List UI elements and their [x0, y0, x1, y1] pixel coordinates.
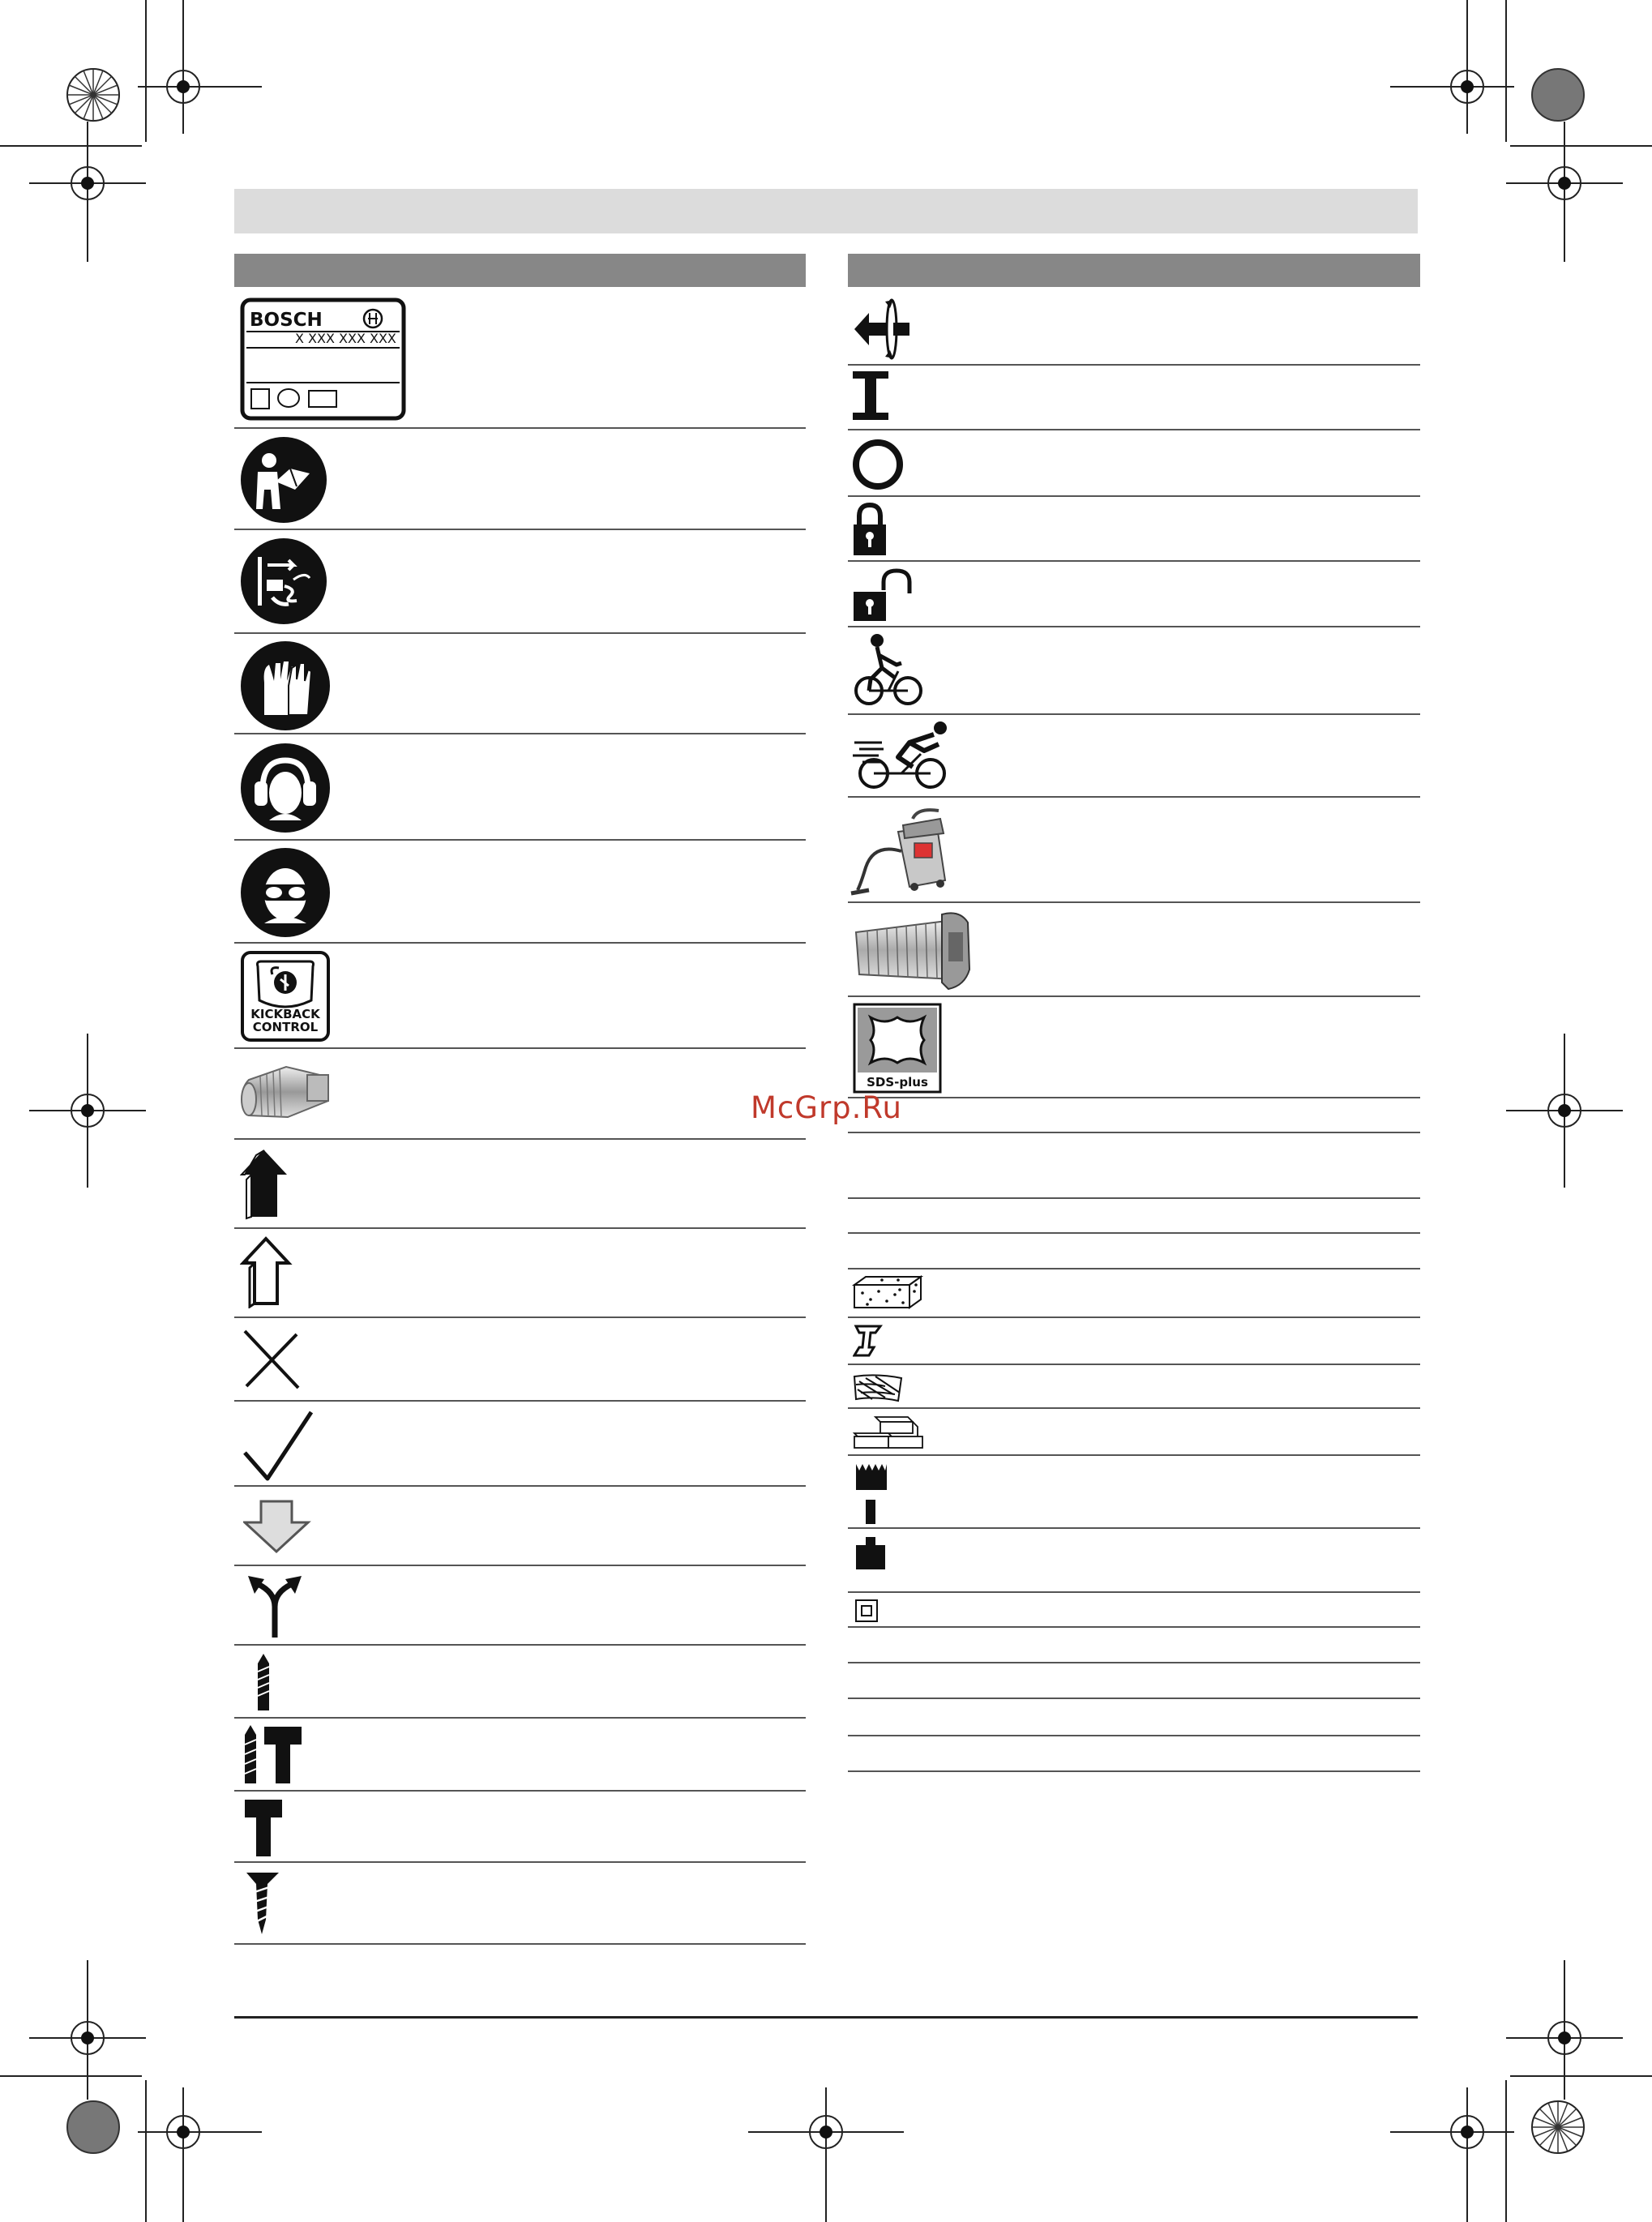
check-mark-icon: [240, 1409, 315, 1482]
nameplate-brand: BOSCH: [250, 310, 323, 331]
kickback-line1: KICKBACK: [250, 1007, 320, 1021]
nameplate-number: X XXX XXX XXX: [295, 331, 396, 346]
left-column-header: [234, 254, 806, 287]
eye-protection-icon: [240, 847, 331, 938]
unplug-before-service-icon: [240, 537, 327, 625]
cross-mark-icon: [240, 1326, 305, 1391]
wear-gloves-icon: [240, 640, 331, 731]
lock-open-icon: [851, 567, 916, 623]
nameplate-icon: [240, 298, 406, 421]
arrow-up-outline-icon: [240, 1235, 297, 1308]
material-masonry-icon: [851, 1414, 929, 1451]
material-tile-icon: [853, 1461, 890, 1526]
dust-extractor-icon: [850, 803, 957, 898]
chiseling-mode-icon: [243, 1796, 284, 1858]
footer-rule: [234, 2016, 1418, 2019]
right-column-header: [848, 254, 1420, 287]
kickback-line2: CONTROL: [252, 1020, 319, 1034]
protection-class-icon: [854, 1599, 879, 1623]
read-manual-icon: [240, 436, 327, 524]
switch-on-icon: [851, 370, 892, 422]
speed-low-cyclist-icon: [853, 632, 926, 709]
screwdriving-mode-icon: [245, 1869, 280, 1936]
direction-fork-icon: [240, 1573, 310, 1639]
lock-closed-icon: [851, 502, 888, 557]
rotation-direction-icon: [851, 295, 916, 360]
speed-high-cyclist-icon: [851, 720, 955, 791]
weight-icon: [853, 1535, 888, 1571]
kickback-control-icon: [240, 950, 331, 1042]
ear-protection-icon: [240, 743, 331, 833]
watermark-text: McGrp.Ru: [751, 1090, 902, 1125]
dust-extraction-attachment-icon: [851, 908, 974, 992]
drill-chuck-icon: [238, 1055, 335, 1128]
sds-label: SDS-plus: [867, 1075, 928, 1090]
material-steel-icon: [853, 1323, 885, 1359]
page-header-bar: [234, 189, 1418, 233]
hammer-drilling-mode-icon: [240, 1723, 305, 1785]
switch-off-icon: [851, 438, 905, 491]
material-concrete-icon: [851, 1274, 924, 1311]
arrow-up-filled-icon: [240, 1147, 297, 1220]
material-wood-icon: [853, 1370, 906, 1404]
drilling-mode-icon: [251, 1652, 276, 1712]
arrow-down-icon: [243, 1498, 311, 1555]
sds-plus-icon: [853, 1003, 942, 1094]
